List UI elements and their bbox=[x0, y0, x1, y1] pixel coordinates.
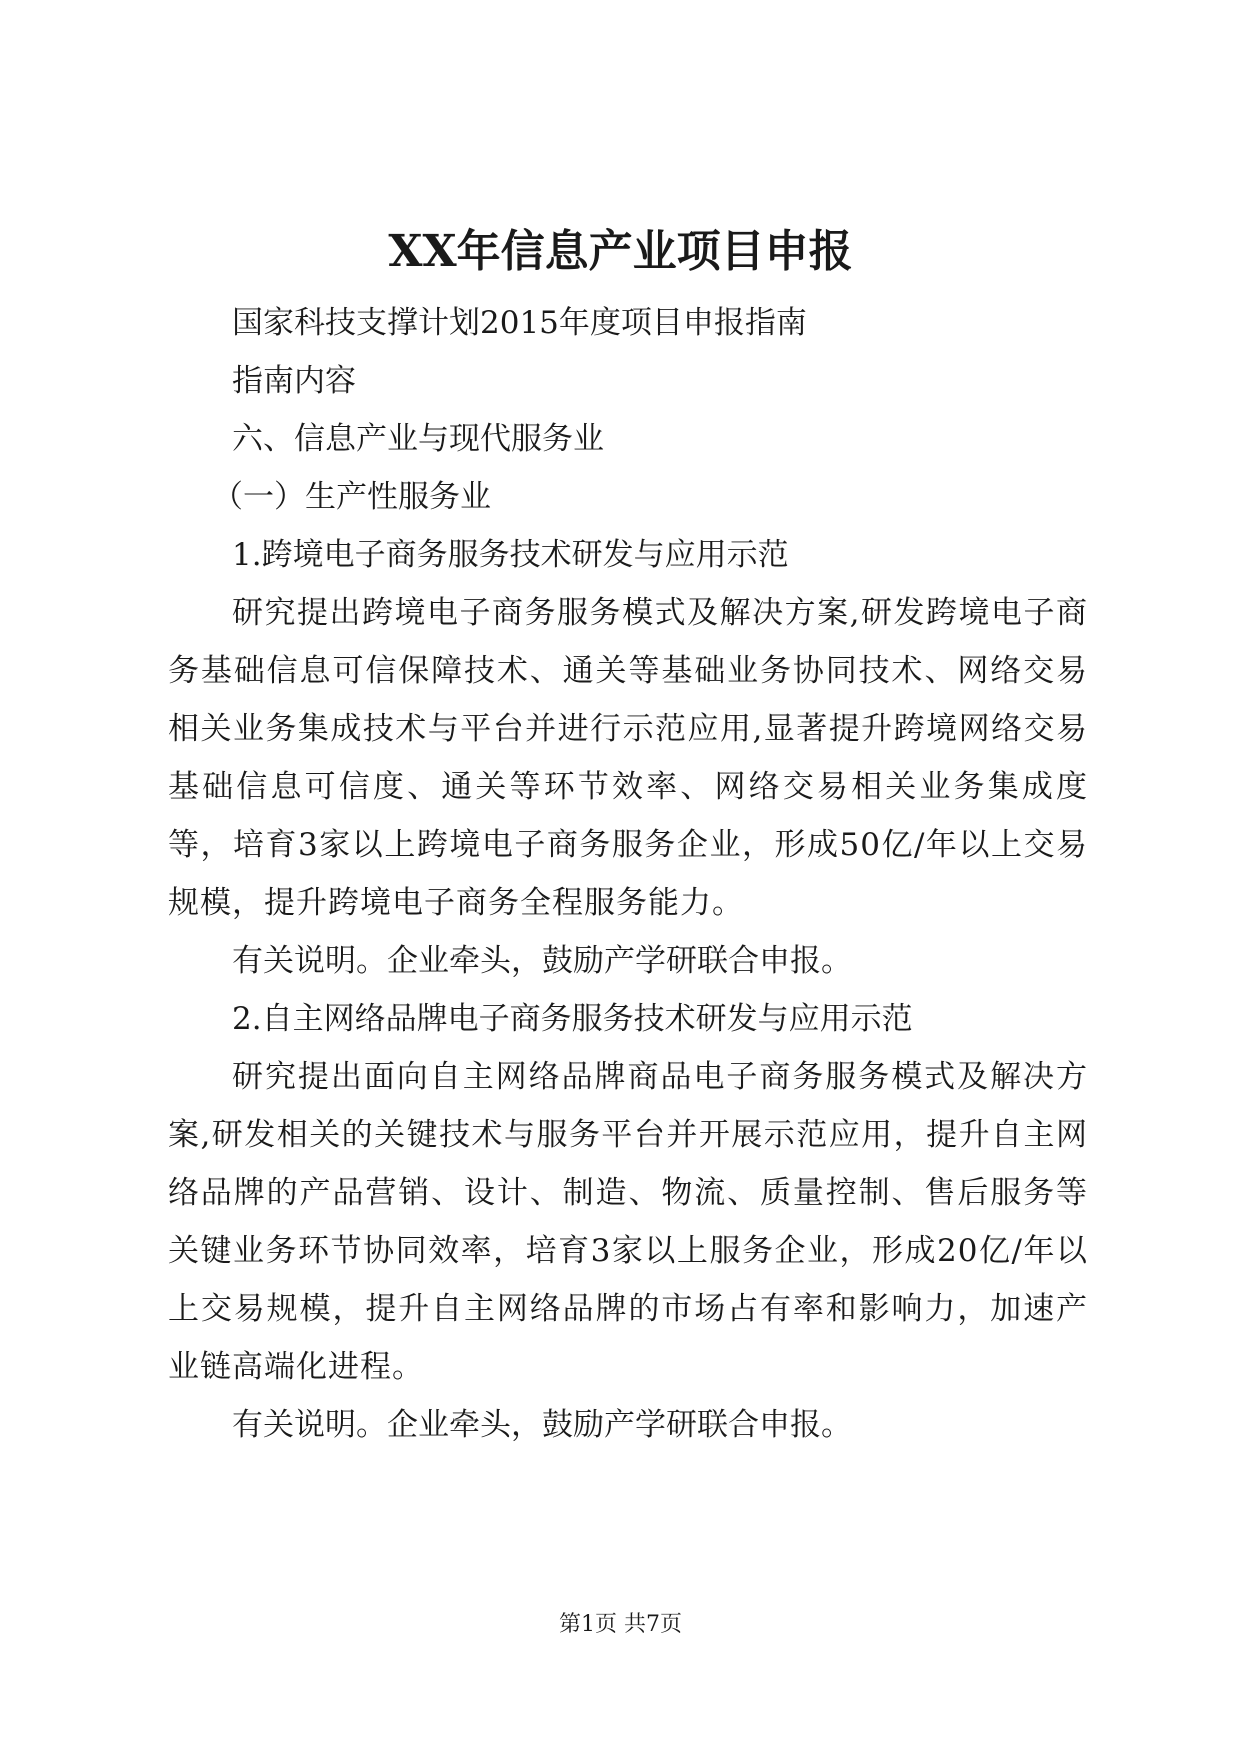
item-paragraph-2: 研究提出面向自主网络品牌商品电子商务服务模式及解决方案,研发相关的关键技术与服务平台并开展示范应用，提升自主网络品牌的产品营销、设计、制造、物流、质量控制、售后服务等关键业务环节协同效率，培育3家以上服务企业，形成20亿/年以上交易规模，提升自主网络品牌的市场占有率和影响力，加速产业链高端化进程。 bbox=[168, 1059, 1088, 1385]
subsection-heading: （一）生产性服务业 bbox=[212, 479, 491, 515]
item-note-2: 有关说明。企业牵头，鼓励产学研联合申报。 bbox=[232, 1407, 852, 1443]
section-heading: 六、信息产业与现代服务业 bbox=[232, 421, 604, 457]
guide-title-line: 国家科技支撑计划2015年度项目申报指南 bbox=[232, 305, 807, 341]
page-number-footer: 第1页 共7页 bbox=[559, 1612, 682, 1637]
guide-content-heading: 指南内容 bbox=[232, 363, 356, 399]
item-heading-2: 2.自主网络品牌电子商务服务技术研发与应用示范 bbox=[232, 1001, 913, 1037]
item-note-1: 有关说明。企业牵头，鼓励产学研联合申报。 bbox=[232, 943, 852, 979]
document-title: XX年信息产业项目申报 bbox=[388, 226, 853, 277]
item-paragraph-1: 研究提出跨境电子商务服务模式及解决方案,研发跨境电子商务基础信息可信保障技术、通关等基础业务协同技术、网络交易相关业务集成技术与平台并进行示范应用,显著提升跨境网络交易基础信息可信度、通关等环节效率、网络交易相关业务集成度等，培育3家以上跨境电子商务服务企业，形成50亿/年以上交易规模，提升跨境电子商务全程服务能力。 bbox=[168, 595, 1088, 921]
document-body bbox=[168, 294, 1088, 1454]
item-heading-1: 1.跨境电子商务服务技术研发与应用示范 bbox=[232, 537, 789, 573]
